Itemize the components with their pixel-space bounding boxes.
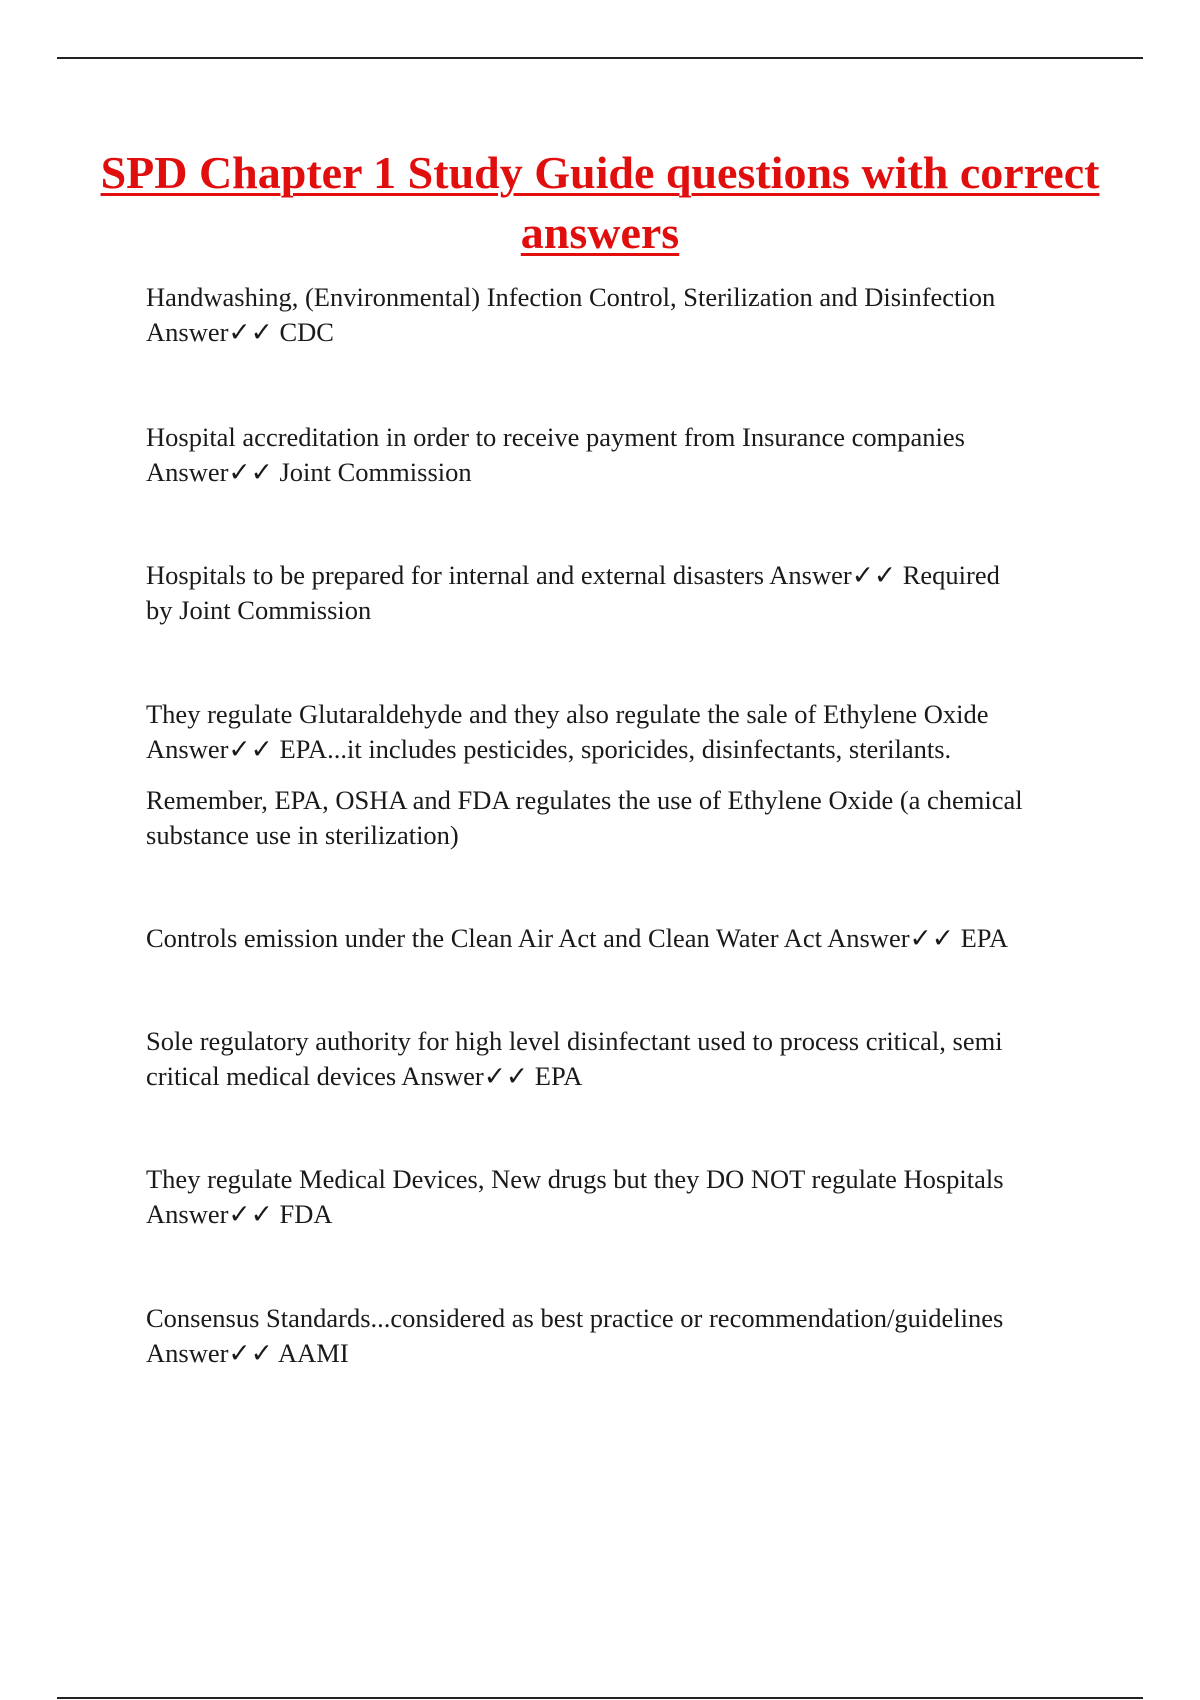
qa-answer: by Joint Commission (146, 594, 372, 625)
qa-question: Consensus Standards...considered as best practice or recommendation/guidelines (146, 1303, 1004, 1333)
qa-answer: Answer✓✓ Joint Commission (146, 456, 472, 487)
qa-question: Hospital accreditation in order to receive payment from Insurance companies (146, 422, 965, 452)
qa-answer: critical medical devices Answer✓✓ EPA (146, 1060, 583, 1091)
qa-note: Remember, EPA, OSHA and FDA regulates the use of Ethylene Oxide (a chemical substance use in sterilization) (146, 785, 1023, 850)
qa-item (146, 921, 1096, 956)
qa-item (146, 280, 1096, 349)
qa-question: They regulate Medical Devices, New drugs but they DO NOT regulate Hospitals (146, 1164, 1004, 1194)
qa-item (146, 1162, 1096, 1231)
qa-question: Controls emission under the Clean Air Act and Clean Water Act Answer✓✓ EPA (146, 923, 1009, 953)
qa-question: Hospitals to be prepared for internal and external disasters Answer✓✓ Required (146, 560, 1000, 590)
qa-answer: Answer✓✓ FDA (146, 1198, 333, 1229)
qa-question: Sole regulatory authority for high level disinfectant used to process critical, semi (146, 1026, 1003, 1056)
qa-question: They regulate Glutaraldehyde and they also regulate the sale of Ethylene Oxide (146, 699, 989, 729)
qa-item (146, 697, 1096, 852)
qa-item (146, 1024, 1096, 1093)
qa-item (146, 420, 1096, 489)
qa-item (146, 1301, 1096, 1370)
qa-question: Handwashing, (Environmental) Infection Control, Sterilization and Disinfection (146, 282, 996, 312)
qa-answer: Answer✓✓ EPA...it includes pesticides, sporicides, disinfectants, sterilants. (146, 733, 952, 764)
top-divider (57, 57, 1143, 59)
qa-answer: Answer✓✓ CDC (146, 316, 334, 347)
document-title: SPD Chapter 1 Study Guide questions with correct answers (100, 147, 1100, 258)
qa-answer: Answer✓✓ AAMI (146, 1337, 349, 1368)
bottom-divider (57, 1697, 1143, 1699)
qa-item (146, 558, 1096, 627)
